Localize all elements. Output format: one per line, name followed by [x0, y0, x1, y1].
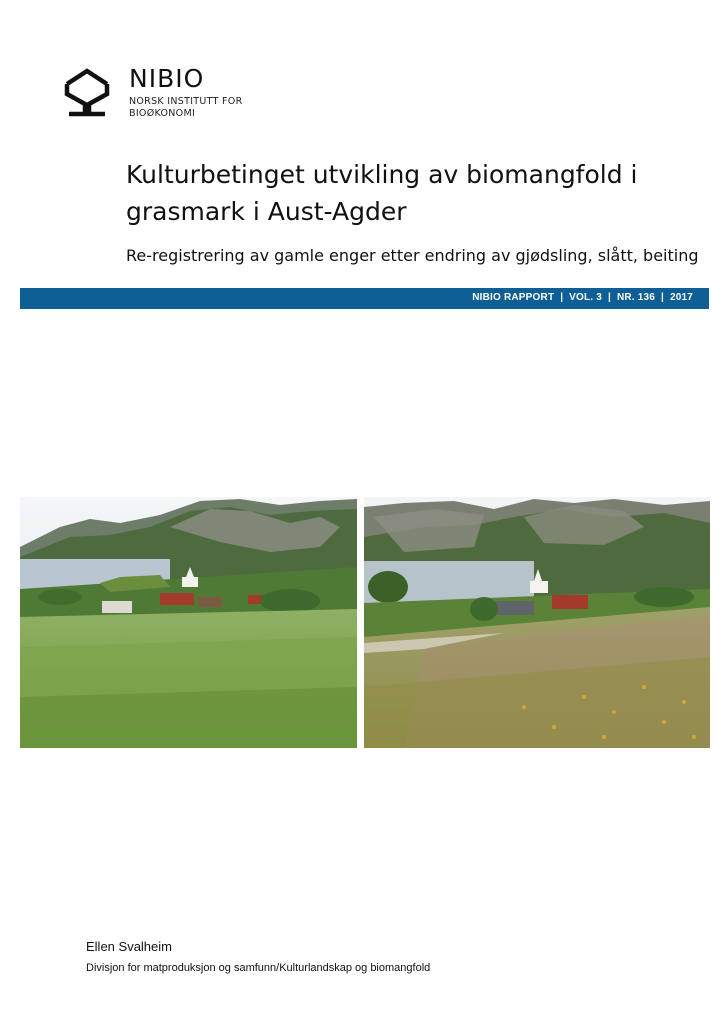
report-title-line2: grasmark i Aust-Agder [126, 197, 407, 226]
landscape-photo-left-image [20, 497, 357, 748]
report-title-line1: Kulturbetinget utvikling av biomangfold i [126, 160, 638, 189]
landscape-photo-right-image [364, 497, 710, 748]
landscape-photo-left [20, 497, 357, 748]
logo-name: NIBIO [129, 64, 205, 93]
report-title [126, 156, 706, 230]
nibio-logo-icon [63, 66, 111, 118]
logo-subtitle [129, 96, 269, 120]
logo-subtitle-line2: BIOØKONOMI [129, 108, 196, 119]
nibio-logo [63, 66, 263, 126]
author-division: Divisjon for matproduksjon og samfunn/Kulturlandskap og biomangfold [86, 962, 431, 974]
report-subtitle: Re-registrering av gamle enger etter endring av gjødsling, slått, beiting [126, 246, 699, 265]
landscape-photo-right [364, 497, 710, 748]
logo-subtitle-line1: NORSK INSTITUTT FOR [129, 96, 243, 107]
report-series-band [20, 288, 709, 309]
author-name: Ellen Svalheim [86, 939, 172, 954]
report-series-label: NIBIO RAPPORT | VOL. 3 | NR. 136 | 2017 [472, 292, 693, 303]
